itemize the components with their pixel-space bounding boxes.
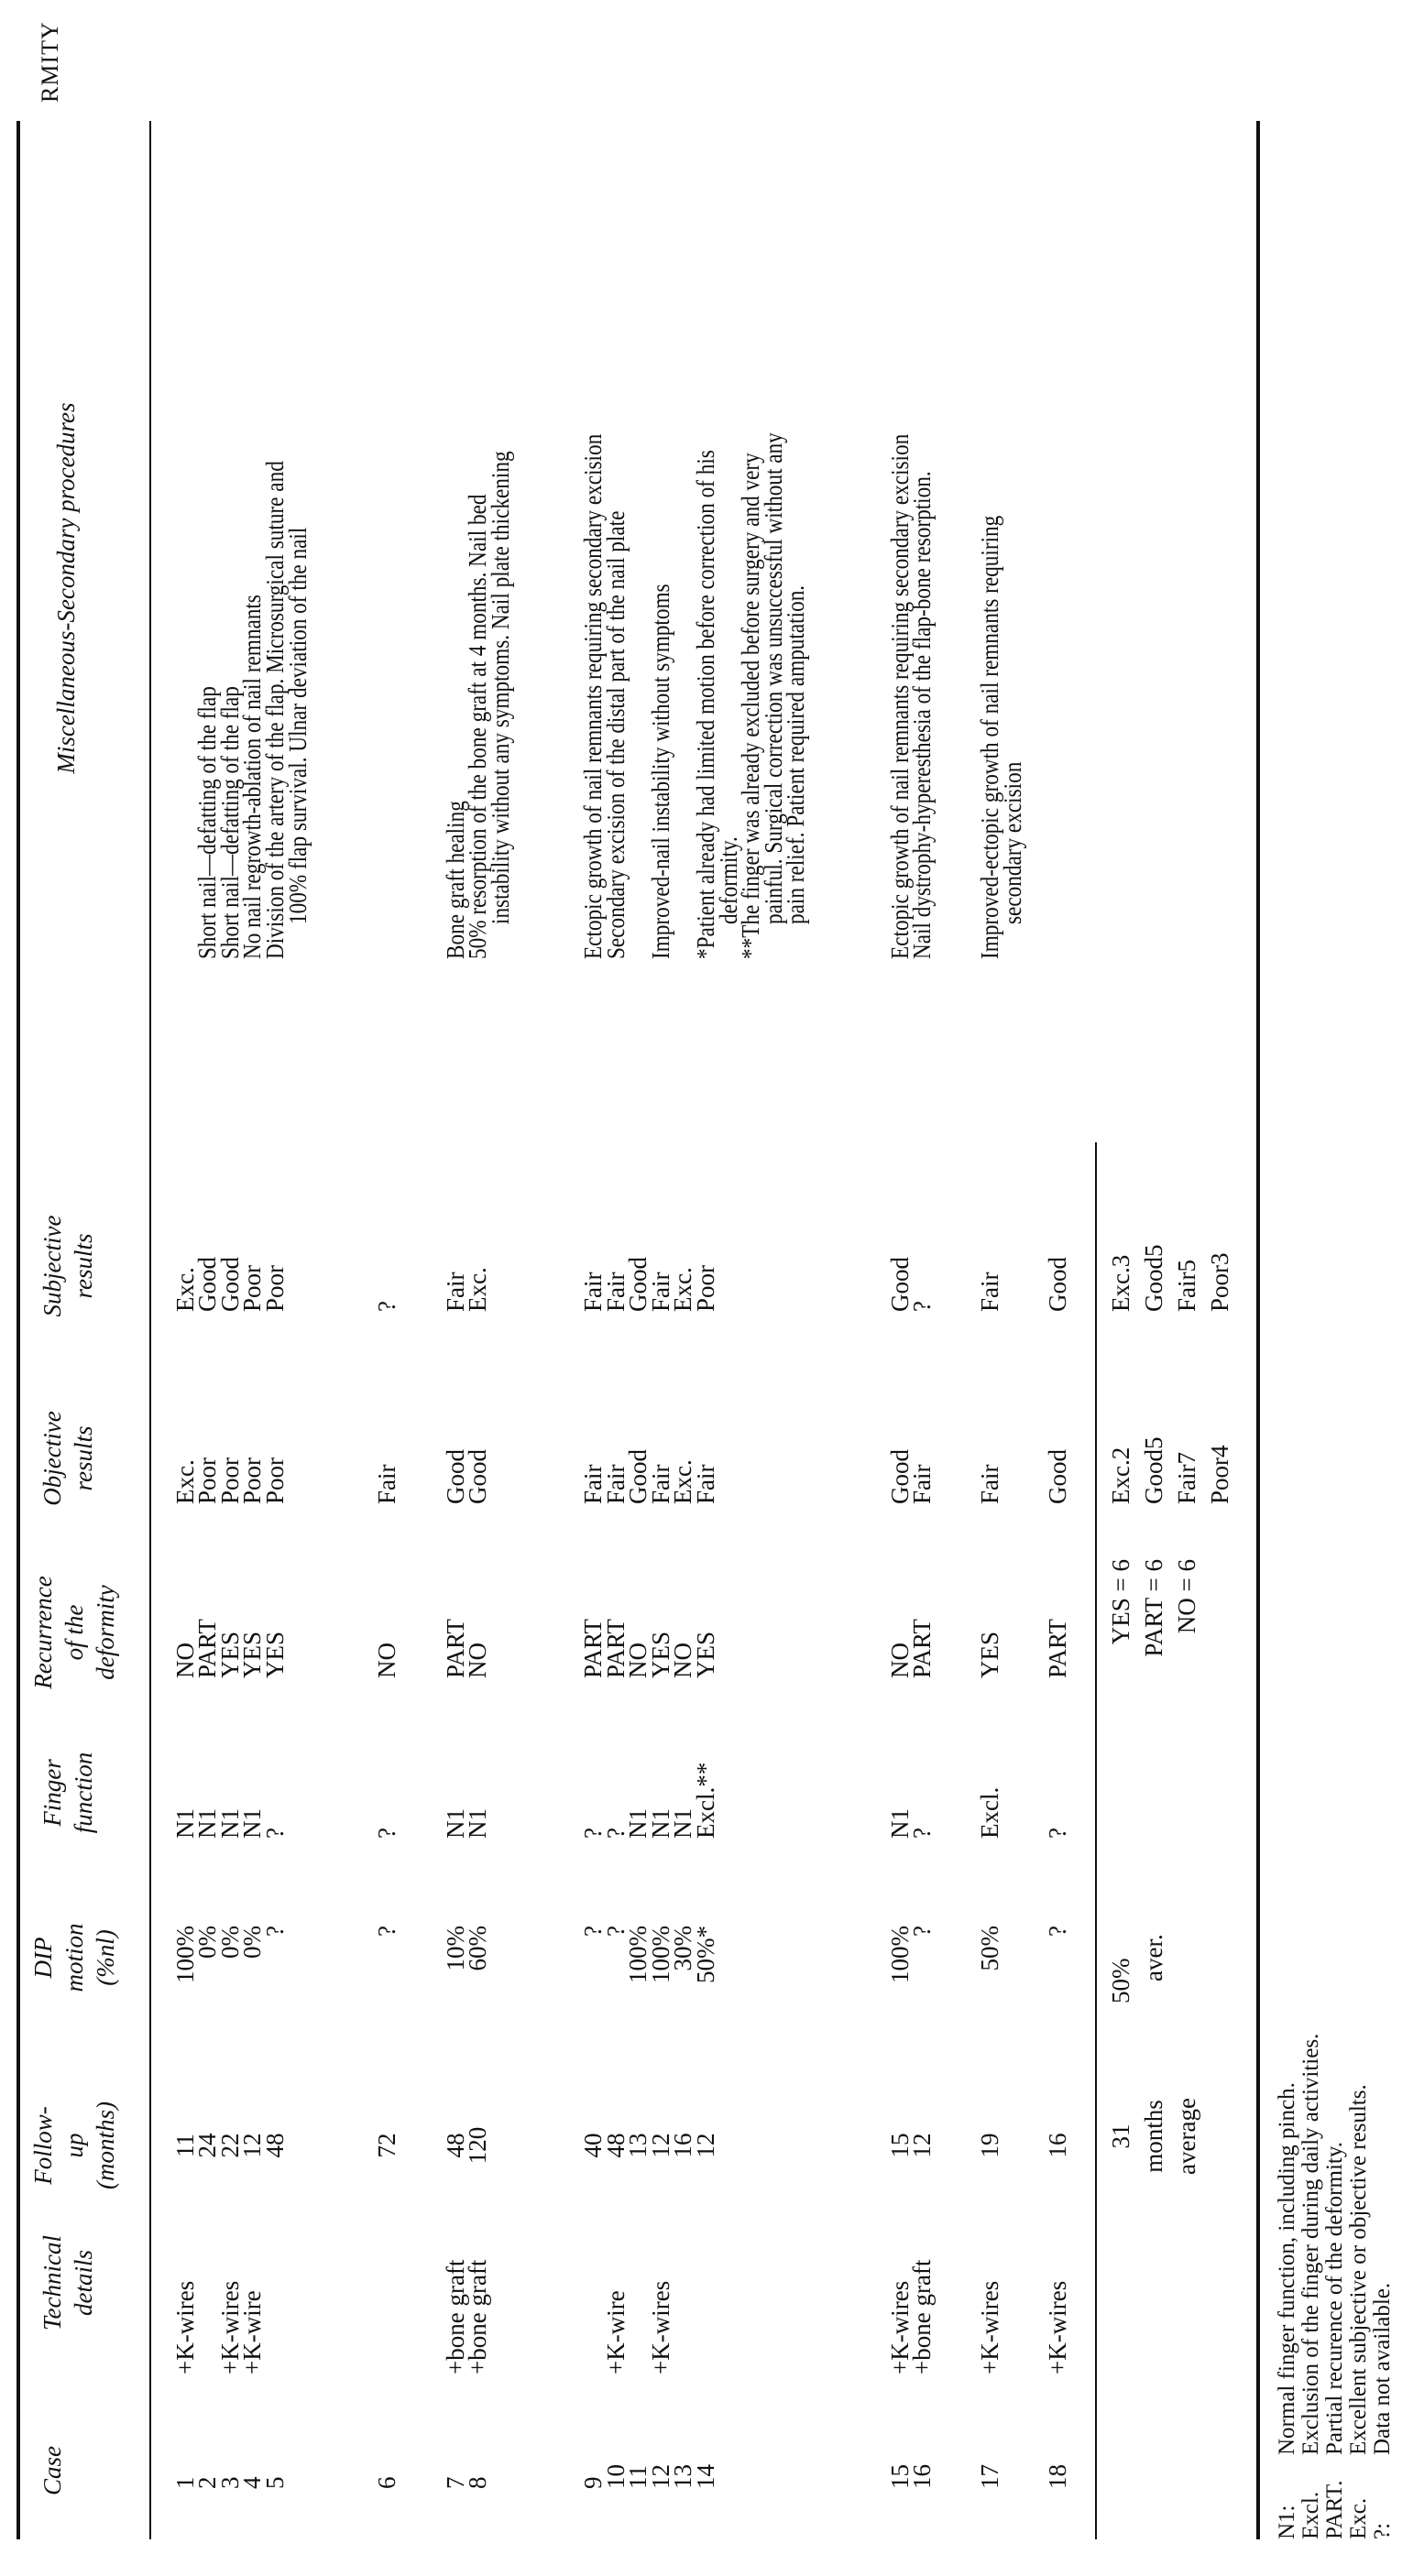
cell-case: 10 xyxy=(602,2464,630,2489)
cell-objective: Good xyxy=(1044,1449,1071,1504)
cell-misc: instability without any symptoms. Nail plate thickening xyxy=(486,451,514,924)
cell-objective: Fair xyxy=(976,1464,1003,1504)
cell-technical: +K-wires xyxy=(647,2280,674,2374)
cell-misc: pain relief. Patient required amputation. xyxy=(782,584,809,924)
cell-finger: N1 xyxy=(171,1808,199,1839)
cell-finger: N1 xyxy=(464,1808,491,1839)
cell-finger: ? xyxy=(908,1828,936,1839)
cell-dip: 50%* xyxy=(692,1926,719,1983)
summary-followup: 31 months average xyxy=(1107,2098,1200,2175)
summary-dip: 50% aver. xyxy=(1107,1934,1167,2003)
cell-followup: 16 xyxy=(669,2133,696,2158)
header-dip: DIP motion (%nl) xyxy=(29,1923,119,1992)
cell-followup: 11 xyxy=(171,2134,199,2157)
cell-recurrence: NO xyxy=(464,1643,491,1678)
cell-recurrence: YES xyxy=(261,1631,289,1678)
cell-case: 1 xyxy=(171,2476,199,2489)
cell-dip: 100% xyxy=(886,1926,914,1983)
cell-dip: 30% xyxy=(669,1926,696,1971)
header-finger: Finger function xyxy=(38,1752,97,1834)
cell-misc: 100% flap survival. Ulnar deviation of the nail xyxy=(283,527,312,924)
cell-followup: 19 xyxy=(976,2133,1003,2158)
cell-objective: Poor xyxy=(261,1457,289,1504)
legend-item: Exc.Excellent subjective or objective results. xyxy=(1346,2084,1371,2539)
cell-recurrence: PART xyxy=(908,1619,936,1678)
cell-technical: +K-wires xyxy=(216,2280,244,2374)
cell-misc: Improved-ectopic growth of nail remnants requiring xyxy=(976,515,1003,959)
legend-item: ?:Data not available. xyxy=(1370,2282,1395,2539)
cell-objective: Poor xyxy=(238,1457,266,1504)
cell-subjective: Good xyxy=(216,1257,244,1312)
cell-case: 9 xyxy=(579,2476,607,2489)
cell-technical: +bone graft xyxy=(442,2259,469,2374)
cell-technical: +bone graft xyxy=(908,2259,936,2374)
cell-followup: 48 xyxy=(442,2133,469,2158)
summary-objective: Exc.2 Good5 Fair7 Poor4 xyxy=(1107,1436,1233,1504)
cell-misc: Short nail—defatting of the flap xyxy=(193,686,221,959)
cell-case: 11 xyxy=(624,2465,652,2489)
cell-misc: Ectopic growth of nail remnants requiring secondary excision xyxy=(579,433,607,959)
cell-objective: Fair xyxy=(692,1464,719,1504)
legend-item: PART.Partial recurence of the deformity. xyxy=(1322,2142,1347,2539)
table-summary-rule xyxy=(1095,1142,1097,2539)
cell-case: 14 xyxy=(692,2464,719,2489)
cell-case: 13 xyxy=(669,2464,696,2489)
cell-followup: 40 xyxy=(579,2133,607,2158)
legend-item: N1:Normal finger function, including pinch. xyxy=(1275,2082,1299,2539)
cell-dip: 100% xyxy=(171,1926,199,1983)
legend-item: Excl.Exclusion of the finger during daily activities. xyxy=(1298,2033,1323,2539)
cell-finger: N1 xyxy=(238,1808,266,1839)
cell-recurrence: NO xyxy=(373,1643,400,1678)
cell-finger: Excl. xyxy=(976,1786,1003,1839)
table-top-rule xyxy=(16,121,20,2539)
cell-finger: N1 xyxy=(193,1808,221,1839)
cell-subjective: Poor xyxy=(692,1264,719,1312)
header-objective: Objective results xyxy=(38,1411,97,1506)
cell-finger: Excl.** xyxy=(692,1762,719,1839)
cell-followup: 22 xyxy=(216,2133,244,2158)
cell-recurrence: YES xyxy=(647,1631,674,1678)
cell-subjective: Good xyxy=(624,1257,652,1312)
cell-dip: 0% xyxy=(238,1926,266,1959)
cell-dip: ? xyxy=(602,1926,630,1937)
cell-technical: +K-wire xyxy=(238,2290,266,2374)
cell-misc: Improved-nail instability without symptoms xyxy=(647,584,674,959)
cell-objective: Fair xyxy=(373,1464,400,1504)
cell-followup: 16 xyxy=(1044,2133,1071,2158)
cell-objective: Good xyxy=(442,1449,469,1504)
cell-objective: Good xyxy=(624,1449,652,1504)
cell-misc: Nail dystrophy-hyperesthesia of the flap-bone resorption. xyxy=(908,471,936,959)
cell-followup: 24 xyxy=(193,2133,221,2158)
cell-subjective: ? xyxy=(908,1301,936,1312)
cell-dip: 100% xyxy=(647,1926,674,1983)
cell-dip: 0% xyxy=(193,1926,221,1959)
summary-recurrence: YES = 6 PART = 6 NO = 6 xyxy=(1107,1559,1200,1657)
cell-subjective: Fair xyxy=(976,1272,1003,1312)
cell-objective: Fair xyxy=(908,1464,936,1504)
cell-followup: 72 xyxy=(373,2133,400,2158)
header-misc: Miscellaneous-Secondary procedures xyxy=(52,402,80,774)
cell-finger: N1 xyxy=(624,1808,652,1839)
cell-misc: **The finger was already excluded before surgery and very xyxy=(737,453,764,959)
table-header-rule xyxy=(149,121,151,2539)
cell-dip: ? xyxy=(373,1926,400,1937)
cell-objective: Exc. xyxy=(669,1459,696,1504)
cell-misc: 50% resorption of the bone graft at 4 months. Nail bed xyxy=(464,494,491,959)
cell-dip: 0% xyxy=(216,1926,244,1959)
cell-objective: Good xyxy=(886,1449,914,1504)
cell-subjective: ? xyxy=(373,1301,400,1312)
cell-recurrence: PART xyxy=(579,1619,607,1678)
cell-case: 17 xyxy=(976,2464,1003,2489)
cell-misc: *Patient already had limited motion before correction of his xyxy=(692,450,719,959)
cell-followup: 48 xyxy=(261,2133,289,2158)
cell-case: 18 xyxy=(1044,2464,1071,2489)
cell-objective: Poor xyxy=(216,1457,244,1504)
cell-subjective: Fair xyxy=(602,1272,630,1312)
cell-finger: ? xyxy=(1044,1828,1071,1839)
cell-followup: 48 xyxy=(602,2133,630,2158)
cell-subjective: Exc. xyxy=(171,1267,199,1312)
cell-case: 15 xyxy=(886,2464,914,2489)
cell-technical: +K-wires xyxy=(976,2280,1003,2374)
cell-recurrence: NO xyxy=(886,1643,914,1678)
header-case: Case xyxy=(38,2446,66,2495)
cell-misc: Bone graft healing xyxy=(442,801,469,959)
cell-recurrence: NO xyxy=(624,1643,652,1678)
cell-finger: N1 xyxy=(216,1808,244,1839)
cell-finger: ? xyxy=(261,1828,289,1839)
cell-finger: ? xyxy=(602,1828,630,1839)
cell-finger: N1 xyxy=(647,1808,674,1839)
cell-technical: +K-wires xyxy=(171,2280,199,2374)
cell-objective: Good xyxy=(464,1449,491,1504)
cell-case: 6 xyxy=(373,2476,400,2489)
cell-technical: +K-wire xyxy=(602,2290,630,2374)
cell-finger: N1 xyxy=(442,1808,469,1839)
cell-recurrence: YES xyxy=(692,1631,719,1678)
cell-recurrence: PART xyxy=(442,1619,469,1678)
cell-misc: Short nail—defatting of the flap xyxy=(216,686,244,959)
cell-objective: Exc. xyxy=(171,1459,199,1504)
cell-subjective: Exc. xyxy=(669,1267,696,1312)
cell-recurrence: NO xyxy=(171,1643,199,1678)
summary-subjective: Exc.3 Good5 Fair5 Poor3 xyxy=(1107,1244,1233,1312)
cell-dip: ? xyxy=(261,1926,289,1937)
cell-followup: 120 xyxy=(464,2126,491,2165)
cell-subjective: Good xyxy=(886,1257,914,1312)
cell-recurrence: YES xyxy=(238,1631,266,1678)
header-recurrence: Recurrence of the deformity xyxy=(29,1576,119,1689)
cell-recurrence: NO xyxy=(669,1643,696,1678)
cell-technical: +bone graft xyxy=(464,2259,491,2374)
cell-subjective: Poor xyxy=(238,1264,266,1312)
cell-dip: 10% xyxy=(442,1926,469,1971)
cell-misc: No nail regrowth-ablation of nail remnants xyxy=(238,595,266,959)
cell-followup: 15 xyxy=(886,2133,914,2158)
cell-case: 5 xyxy=(261,2476,289,2489)
cell-subjective: Exc. xyxy=(464,1267,491,1312)
cell-dip: ? xyxy=(1044,1926,1071,1937)
cell-misc: painful. Surgical correction was unsuccessful without any xyxy=(759,432,787,924)
cell-case: 8 xyxy=(464,2476,491,2489)
cell-subjective: Fair xyxy=(442,1272,469,1312)
cell-finger: ? xyxy=(373,1828,400,1839)
cell-case: 16 xyxy=(908,2464,936,2489)
cell-objective: Fair xyxy=(647,1464,674,1504)
header-followup: Follow- up (months) xyxy=(29,2101,119,2189)
cell-dip: 100% xyxy=(624,1926,652,1983)
cell-misc: Ectopic growth of nail remnants requiring secondary excision xyxy=(886,433,914,959)
cell-recurrence: YES xyxy=(976,1631,1003,1678)
cell-dip: 50% xyxy=(976,1926,1003,1971)
cell-case: 12 xyxy=(647,2464,674,2489)
cell-followup: 12 xyxy=(692,2133,719,2158)
cell-technical: +K-wires xyxy=(886,2280,914,2374)
header-subjective: Subjective results xyxy=(38,1215,97,1317)
cell-misc: deformity. xyxy=(714,836,742,924)
cell-recurrence: PART xyxy=(1044,1619,1071,1678)
cell-followup: 12 xyxy=(238,2133,266,2158)
cell-finger: ? xyxy=(579,1828,607,1839)
cell-dip: ? xyxy=(908,1926,936,1937)
cell-subjective: Fair xyxy=(647,1272,674,1312)
cell-subjective: Fair xyxy=(579,1272,607,1312)
cell-objective: Fair xyxy=(602,1464,630,1504)
cell-objective: Fair xyxy=(579,1464,607,1504)
cell-subjective: Good xyxy=(193,1257,221,1312)
cell-followup: 13 xyxy=(624,2133,652,2158)
cell-followup: 12 xyxy=(647,2133,674,2158)
table-bottom-rule xyxy=(1256,121,1260,2539)
cell-dip: 60% xyxy=(464,1926,491,1971)
cell-misc: Secondary excision of the distal part of the nail plate xyxy=(602,510,630,959)
cell-subjective: Poor xyxy=(261,1264,289,1312)
cell-objective: Poor xyxy=(193,1457,221,1504)
cell-misc: Division of the artery of the flap. Microsurgical suture and xyxy=(261,461,289,959)
cell-case: 3 xyxy=(216,2476,244,2489)
cell-case: 7 xyxy=(442,2476,469,2489)
cell-subjective: Good xyxy=(1044,1257,1071,1312)
cell-case: 2 xyxy=(193,2476,221,2489)
cell-case: 4 xyxy=(238,2476,266,2489)
cell-recurrence: PART xyxy=(193,1619,221,1678)
cell-recurrence: PART xyxy=(602,1619,630,1678)
table-legend xyxy=(1276,2034,1395,2539)
cell-misc: secondary excision xyxy=(998,761,1026,924)
cell-recurrence: YES xyxy=(216,1631,244,1678)
cell-technical: +K-wires xyxy=(1044,2280,1071,2374)
header-technical: Technical details xyxy=(38,2235,97,2330)
running-head: RMITY xyxy=(37,21,63,103)
cell-finger: N1 xyxy=(669,1808,696,1839)
cell-dip: ? xyxy=(579,1926,607,1937)
cell-followup: 12 xyxy=(908,2133,936,2158)
cell-finger: N1 xyxy=(886,1808,914,1839)
